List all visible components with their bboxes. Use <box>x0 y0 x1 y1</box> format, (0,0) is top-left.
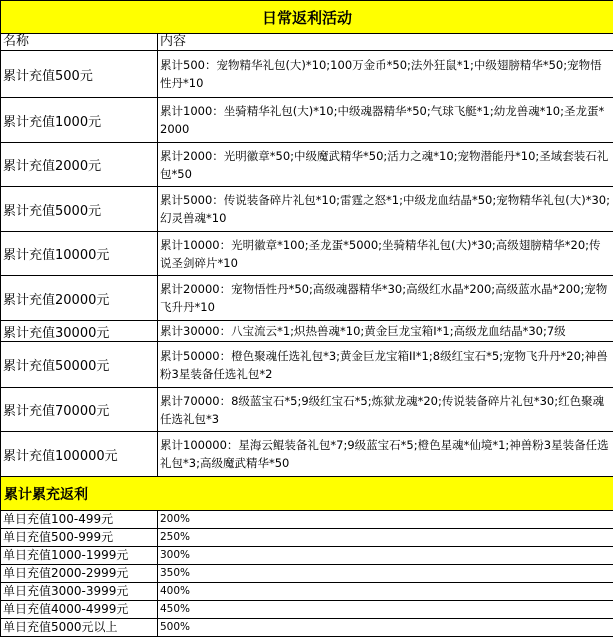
daily-name: 单日充值100-499元 <box>1 511 158 529</box>
row-content: 累计100000：星海云鲲装备礼包*7;9级蓝宝石*5;橙色星魂*仙境*1;神兽粉3星装备任选礼包*3;高级魔武精华*50 <box>158 432 613 477</box>
table-row <box>1 187 613 232</box>
table-row <box>1 51 613 98</box>
title-row <box>1 1 613 34</box>
header-name: 名称 <box>1 34 158 51</box>
list-item <box>1 601 613 619</box>
row-name: 累计充值70000元 <box>1 388 158 432</box>
row-content: 累计20000：宠物悟性丹*50;高级魂器精华*30;高级红水晶*200;高级蓝水晶*200;宠物飞升丹*10 <box>158 276 613 321</box>
row-name: 累计充值500元 <box>1 51 158 98</box>
row-name: 累计充值5000元 <box>1 187 158 232</box>
row-name: 累计充值100000元 <box>1 432 158 477</box>
daily-value: 450% <box>158 601 613 619</box>
row-content: 累计5000：传说装备碎片礼包*10;雷霆之怒*1;中级龙血结晶*50;宠物精华礼包(大)*30;幻灵兽魂*10 <box>158 187 613 232</box>
header-row <box>1 34 613 51</box>
daily-name: 单日充值2000-2999元 <box>1 565 158 583</box>
daily-value: 400% <box>158 583 613 601</box>
row-name: 累计充值20000元 <box>1 276 158 321</box>
daily-value: 250% <box>158 529 613 547</box>
daily-name: 单日充值3000-3999元 <box>1 583 158 601</box>
row-content: 累计10000：光明徽章*100;圣龙蛋*5000;坐骑精华礼包(大)*30;高级翅膀精华*20;传说圣剑碎片*10 <box>158 232 613 276</box>
section-row <box>1 477 613 511</box>
daily-value: 300% <box>158 547 613 565</box>
daily-name: 单日充值500-999元 <box>1 529 158 547</box>
table-row <box>1 98 613 143</box>
row-content: 累计70000：8级蓝宝石*5;9级红宝石*5;炼狱龙魂*20;传说装备碎片礼包*30;红色聚魂任选礼包*3 <box>158 388 613 432</box>
header-content: 内容 <box>158 34 613 51</box>
daily-value: 200% <box>158 511 613 529</box>
row-name: 累计充值50000元 <box>1 342 158 388</box>
table-row <box>1 143 613 187</box>
daily-value: 500% <box>158 619 613 637</box>
daily-name: 单日充值5000元以上 <box>1 619 158 637</box>
table-row <box>1 432 613 477</box>
row-content: 累计50000：橙色聚魂任选礼包*3;黄金巨龙宝箱II*1;8级红宝石*5;宠物飞升丹*20;神兽粉3星装备任选礼包*2 <box>158 342 613 388</box>
table-row <box>1 342 613 388</box>
list-item <box>1 565 613 583</box>
list-item <box>1 511 613 529</box>
daily-name: 单日充值1000-1999元 <box>1 547 158 565</box>
table-row <box>1 276 613 321</box>
section-title: 累计累充返利 <box>1 477 613 511</box>
table-row <box>1 388 613 432</box>
list-item <box>1 547 613 565</box>
list-item <box>1 619 613 637</box>
list-item <box>1 529 613 547</box>
table-row <box>1 232 613 276</box>
table-row <box>1 321 613 342</box>
row-content: 累计30000：八宝流云*1;炽热兽魂*10;黄金巨龙宝箱I*1;高级龙血结晶*30;7级 <box>158 321 613 342</box>
row-content: 累计1000：坐骑精华礼包(大)*10;中级魂器精华*50;气球飞艇*1;幼龙兽魂*10;圣龙蛋*2000 <box>158 98 613 143</box>
daily-name: 单日充值4000-4999元 <box>1 601 158 619</box>
row-content: 累计500：宠物精华礼包(大)*10;100万金币*50;法外狂鼠*1;中级翅膀精华*50;宠物悟性丹*10 <box>158 51 613 98</box>
sheet-title: 日常返利活动 <box>1 1 613 34</box>
row-name: 累计充值1000元 <box>1 98 158 143</box>
row-name: 累计充值2000元 <box>1 143 158 187</box>
row-name: 累计充值10000元 <box>1 232 158 276</box>
daily-value: 350% <box>158 565 613 583</box>
list-item <box>1 583 613 601</box>
row-name: 累计充值30000元 <box>1 321 158 342</box>
row-content: 累计2000：光明徽章*50;中级魔武精华*50;活力之魂*10;宠物潜能丹*10;圣域套装石礼包*50 <box>158 143 613 187</box>
